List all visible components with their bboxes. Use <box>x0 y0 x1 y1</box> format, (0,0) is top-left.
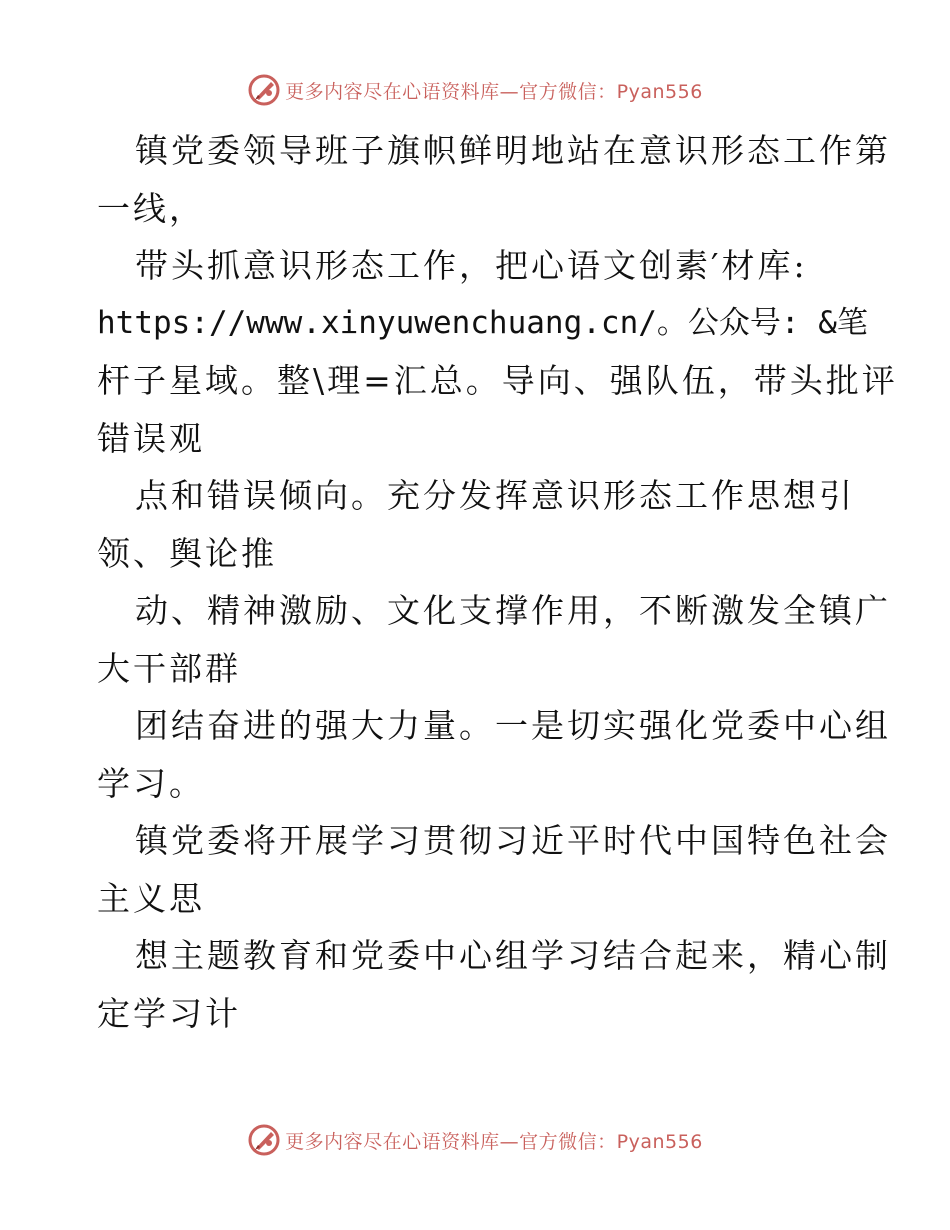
text-line: 带头抓意识形态工作，把心语文创素′材库: <box>135 246 808 285</box>
header-banner-text: 更多内容尽在心语资料库—官方微信：Pyan556 <box>285 80 703 103</box>
text-line: 一线， <box>97 188 205 228</box>
text-line: 想主题教育和党委中心组学习结合起来，精心制 <box>135 936 891 975</box>
text-line: 点和错误倾向。充分发挥意识形态工作思想引 <box>135 476 855 515</box>
quill-pen-logo-icon <box>247 1123 281 1157</box>
text-line: 错误观 <box>97 418 205 458</box>
document-body <box>97 122 898 1042</box>
text-line: 大干部群 <box>97 648 241 688</box>
footer-banner-text: 更多内容尽在心语资料库—官方微信：Pyan556 <box>285 1130 703 1153</box>
text-line: 镇党委将开展学习贯彻习近平时代中国特色社会 <box>135 821 891 860</box>
text-line-url: https://www.xinyuwenchuang.cn/。公众号: &笔 <box>97 304 868 341</box>
text-line: 学习。 <box>97 763 205 803</box>
quill-pen-logo-icon <box>247 73 281 107</box>
text-line: 团结奋进的强大力量。一是切实强化党委中心组 <box>135 706 891 745</box>
text-line: 主义思 <box>97 878 205 918</box>
text-line: 定学习计 <box>97 993 241 1033</box>
text-line: 领、舆论推 <box>97 533 277 573</box>
text-line: 杆子星域。整\理=汇总。导向、强队伍，带头批评 <box>97 361 898 400</box>
text-line: 镇党委领导班子旗帜鲜明地站在意识形态工作第 <box>135 131 891 170</box>
header-banner <box>0 70 950 110</box>
text-line: 动、精神激励、文化支撑作用，不断激发全镇广 <box>135 591 891 630</box>
footer-banner <box>0 1120 950 1160</box>
